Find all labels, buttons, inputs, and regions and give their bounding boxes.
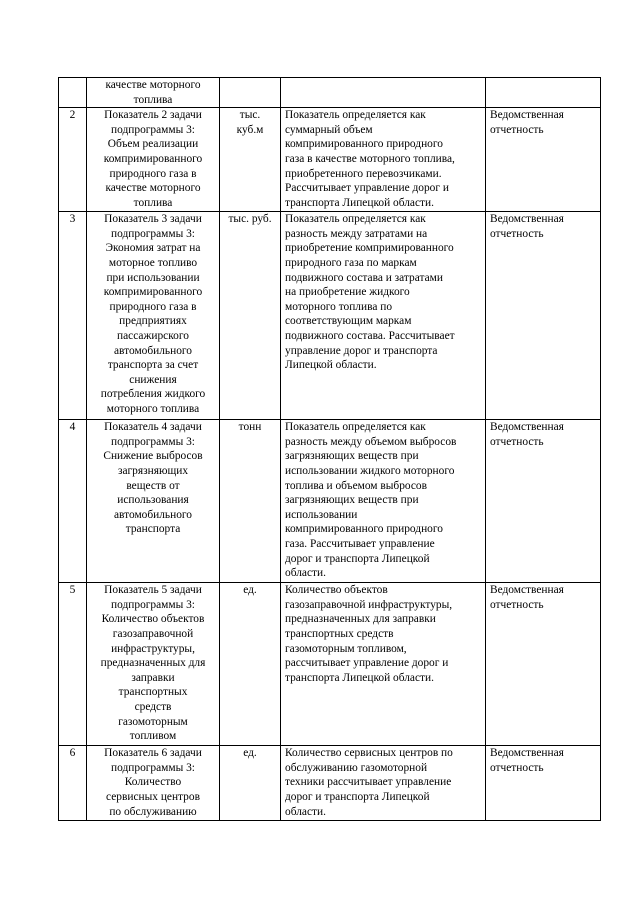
cell-text-line: заправки: [131, 671, 175, 684]
cell-text-line: транспорта Липецкой области.: [285, 196, 434, 209]
cell-text-line: суммарный объем: [285, 123, 373, 136]
unit-of-measure: [220, 583, 281, 746]
table-row: [59, 420, 601, 583]
cell-text-line: моторного топлива по: [285, 300, 393, 313]
cell-text-line: приобретенного перевозчиками.: [285, 167, 442, 180]
cell-text-line: отчетность: [490, 435, 544, 448]
calculation-method: [281, 108, 486, 212]
row-number: 6: [59, 746, 87, 821]
table-row: [59, 746, 601, 821]
cell-text-line: транспортных: [118, 686, 188, 699]
cell-text-line: топлива и объемом выбросов: [285, 479, 427, 492]
calculation-method: [281, 746, 486, 821]
cell-text-line: куб.м: [236, 123, 264, 136]
cell-text-line: средств: [134, 700, 172, 713]
cell-text-line: предназначенных для заправки: [285, 613, 436, 626]
cell-text-line: качестве моторного: [105, 79, 201, 91]
cell-text-line: газозаправочной инфраструктуры,: [285, 598, 453, 611]
cell-text-line: Экономия затрат на: [105, 242, 201, 255]
data-source: [486, 78, 601, 108]
cell-text-line: транспортных средств: [285, 627, 394, 640]
cell-text-line: снижения: [129, 373, 177, 386]
cell-text-line: Количество объектов: [101, 613, 205, 626]
unit-of-measure: [220, 108, 281, 212]
table-row: [59, 212, 601, 420]
cell-text-line: на приобретение жидкого: [285, 286, 410, 299]
unit-of-measure: [220, 212, 281, 420]
cell-text-line: Липецкой области.: [285, 359, 377, 372]
cell-text-line: подпрограммы 3:: [111, 123, 195, 136]
table-row: [59, 583, 601, 746]
cell-text-line: предприятиях: [119, 315, 187, 328]
cell-text-line: ед.: [243, 747, 257, 760]
cell-text-line: транспорта: [125, 523, 181, 536]
indicators-table-body: [59, 78, 601, 821]
indicator-name: [87, 420, 220, 583]
cell-text-line: веществ от: [126, 479, 180, 492]
cell-text-line: Показатель определяется как: [285, 213, 426, 226]
cell-text-line: автомобильного: [113, 344, 192, 357]
data-source: [486, 108, 601, 212]
cell-text-line: предназначенных для: [100, 657, 206, 670]
calculation-method: [281, 583, 486, 746]
row-number: 5: [59, 583, 87, 746]
cell-text-line: при использовании: [106, 271, 200, 284]
cell-text-line: подвижного состава. Рассчитывает: [285, 329, 455, 342]
indicator-name: [87, 78, 220, 108]
cell-text-line: управление дорог и транспорта: [285, 344, 438, 357]
cell-text-line: тыс.: [239, 109, 261, 122]
data-source: [486, 420, 601, 583]
cell-text-line: природного газа по маркам: [285, 256, 417, 269]
cell-text-line: газа в качестве моторного топлива,: [285, 152, 455, 165]
cell-text-line: Показатель 4 задачи: [104, 421, 202, 434]
cell-text-line: Объем реализации: [107, 138, 199, 151]
cell-text-line: пассажирского: [117, 329, 189, 342]
cell-text-line: моторное топливо: [108, 256, 198, 269]
cell-text-line: рассчитывает управление дорог и: [285, 657, 449, 670]
cell-text-line: отчетность: [490, 227, 544, 240]
cell-text-line: компримированного: [103, 286, 203, 299]
cell-text-line: Ведомственная: [490, 109, 564, 122]
cell-text-line: Показатель определяется как: [285, 109, 426, 122]
cell-text-line: газа. Рассчитывает управление: [285, 537, 435, 550]
cell-text-line: транспорта за счет: [107, 359, 199, 372]
indicator-name: [87, 212, 220, 420]
cell-text-line: по обслуживанию: [109, 805, 197, 818]
cell-text-line: отчетность: [490, 598, 544, 611]
cell-text-line: топлива: [133, 196, 173, 209]
table-row: [59, 78, 601, 108]
unit-of-measure: [220, 420, 281, 583]
indicators-table: [58, 77, 601, 821]
cell-text-line: компримированного природного: [285, 523, 443, 536]
unit-of-measure: [220, 78, 281, 108]
row-number: 2: [59, 108, 87, 212]
calculation-method: [281, 420, 486, 583]
cell-text-line: соответствующим маркам: [285, 315, 412, 328]
cell-text-line: потребления жидкого: [100, 388, 206, 401]
cell-text-line: автомобильного: [113, 508, 192, 521]
cell-text-line: моторного топлива: [106, 402, 200, 415]
cell-text-line: тыс. руб.: [228, 213, 272, 226]
cell-text-line: Показатель 2 задачи: [104, 109, 202, 122]
cell-text-line: газозаправочной: [112, 627, 194, 640]
cell-text-line: природного газа в: [109, 167, 197, 180]
cell-text-line: природного газа в: [109, 300, 197, 313]
cell-text-line: разность между затратами на: [285, 227, 428, 240]
cell-text-line: сервисных центров: [106, 790, 200, 803]
cell-text-line: Снижение выбросов: [103, 450, 203, 463]
cell-text-line: Ведомственная: [490, 584, 564, 597]
indicator-name: [87, 746, 220, 821]
cell-text-line: Количество сервисных центров по: [285, 747, 453, 760]
data-source: [486, 746, 601, 821]
cell-text-line: загрязняющих веществ при: [285, 450, 419, 463]
cell-text-line: Ведомственная: [490, 747, 564, 760]
data-source: [486, 583, 601, 746]
table-row: [59, 108, 601, 212]
cell-text-line: газомоторным: [118, 715, 188, 728]
cell-text-line: компримированного природного: [285, 138, 443, 151]
cell-text-line: загрязняющих веществ при: [285, 494, 419, 507]
cell-text-line: отчетность: [490, 123, 544, 136]
cell-text-line: дорог и транспорта Липецкой: [285, 552, 430, 565]
cell-text-line: Количество объектов: [285, 584, 388, 597]
indicator-name: [87, 108, 220, 212]
cell-text-line: разность между объемом выбросов: [285, 435, 457, 448]
cell-text-line: использовании жидкого моторного: [285, 464, 455, 477]
cell-text-line: приобретение компримированного: [285, 242, 454, 255]
cell-text-line: компримированного: [103, 152, 203, 165]
data-source: [486, 212, 601, 420]
cell-text-line: Показатель 3 задачи: [104, 213, 202, 226]
cell-text-line: ед.: [243, 584, 257, 597]
cell-text-line: топлива: [133, 93, 173, 106]
cell-text-line: инфраструктуры,: [111, 642, 195, 655]
cell-text-line: подвижного состава и затратами: [285, 271, 443, 284]
cell-text-line: области.: [285, 567, 326, 580]
cell-text-line: загрязняющих: [117, 464, 189, 477]
cell-text-line: дорог и транспорта Липецкой: [285, 790, 430, 803]
cell-text-line: Показатель 5 задачи: [104, 584, 202, 597]
row-number: [59, 78, 87, 108]
calculation-method: [281, 78, 486, 108]
unit-of-measure: [220, 746, 281, 821]
cell-text-line: подпрограммы 3:: [111, 227, 195, 240]
cell-text-line: использовании: [285, 508, 358, 521]
row-number: 4: [59, 420, 87, 583]
cell-text-line: тонн: [238, 421, 262, 434]
cell-text-line: Ведомственная: [490, 421, 564, 434]
cell-text-line: Показатель 6 задачи: [104, 747, 202, 760]
cell-text-line: техники рассчитывает управление: [285, 776, 452, 789]
cell-text-line: топливом: [129, 730, 177, 743]
cell-text-line: подпрограммы 3:: [111, 435, 195, 448]
cell-text-line: Ведомственная: [490, 213, 564, 226]
cell-text-line: обслуживанию газомоторной: [285, 761, 428, 774]
cell-text-line: подпрограммы 3:: [111, 598, 195, 611]
cell-text-line: подпрограммы 3:: [111, 761, 195, 774]
cell-text-line: Показатель определяется как: [285, 421, 426, 434]
indicator-name: [87, 583, 220, 746]
cell-text-line: газомоторным топливом,: [285, 642, 407, 655]
cell-text-line: качестве моторного: [105, 182, 201, 195]
cell-text-line: транспорта Липецкой области.: [285, 671, 434, 684]
cell-text-line: области.: [285, 805, 326, 818]
cell-text-line: Рассчитывает управление дорог и: [285, 182, 449, 195]
calculation-method: [281, 212, 486, 420]
cell-text-line: Количество: [124, 776, 182, 789]
cell-text-line: отчетность: [490, 761, 544, 774]
cell-text-line: использования: [117, 494, 189, 507]
row-number: 3: [59, 212, 87, 420]
